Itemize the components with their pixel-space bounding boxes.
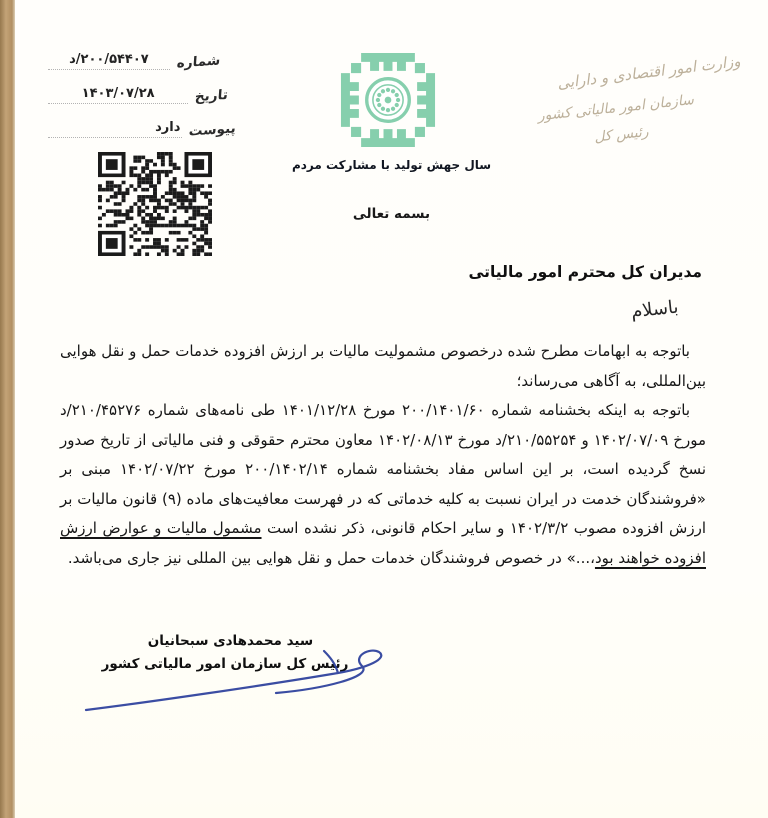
ref-number-label: شماره bbox=[176, 52, 221, 72]
ref-attachment-value: دارد bbox=[48, 120, 182, 138]
letterhead-organization: سازمان امور مالیاتی کشور bbox=[537, 92, 695, 125]
letterhead-office: رئیس کل bbox=[593, 124, 649, 146]
ref-date-label: تاریخ bbox=[194, 86, 229, 106]
ref-date-value: ۱۴۰۳/۰۷/۲۸ bbox=[48, 86, 188, 104]
paragraph-2-text-start: باتوجه به اینکه بخشنامه شماره ۲۰۰/۱۴۰۱/۶۰ مورخ ۱۴۰۱/۱۲/۲۸ طی نامه‌های شماره ۲۱۰/۴۵۲۷۶/د مورخ ۱۴۰۲/۰۷/۰۹ و ۲۱۰/۵۵۲۵۴/د مورخ ۱۴۰۲/۰۸/۱۳ معاون محترم حقوقی و فنی مالیاتی از تاریخ صدور نسخ گردیده است، بر این اساس مفاد بخشنامه شماره ۲۰۰/۱۴۰۲/۱۴ مورخ ۱۴۰۲/۰۷/۲۲ مبنی بر «فروشندگان خدمت در ایران نسبت به کلیه خدماتی که در فهرست معافیت‌های ماده (۹) قانون مالیات بر ارزش افزوده مصوب ۱۴۰۲/۳/۲ و سایر احکام قانونی، ذکر نشده است bbox=[60, 401, 707, 537]
ref-number-value: ۲۰۰/۵۴۴۰۷/د bbox=[48, 52, 170, 70]
salutation-text: باسلام bbox=[629, 296, 679, 323]
qr-code bbox=[98, 152, 212, 256]
letter-body bbox=[60, 337, 706, 573]
signatory-title: رئیس کل سازمان امور مالیاتی کشور bbox=[101, 656, 349, 672]
ref-number-row bbox=[48, 52, 220, 70]
paragraph-2-text-end: ،...» در خصوص فروشندگان خدمات حمل و نقل هوایی بین المللی نیز جاری می‌باشد. bbox=[67, 548, 595, 567]
year-slogan: سال جهش تولید با مشارکت مردم bbox=[291, 158, 492, 172]
paragraph-2-underlined-text: مشمول مالیات و عوارض ارزش افزوده خواهند بود bbox=[60, 519, 706, 567]
body-paragraph-1: باتوجه به ابهامات مطرح شده درخصوص مشمولیت مالیات بر ارزش افزوده خدمات حمل و نقل هوایی بین‌المللی، به آگاهی می‌رساند؛ bbox=[60, 342, 706, 390]
ref-attachment-label: پیوست bbox=[188, 120, 237, 140]
signatory-name: سید محمدهادی سبحانیان bbox=[147, 633, 314, 649]
letterhead-ministry: وزارت امور اقتصادی و دارایی bbox=[555, 52, 742, 93]
handwritten-signature-icon bbox=[80, 648, 400, 720]
scan-edge-strip bbox=[0, 0, 15, 818]
ref-attachment-row bbox=[48, 120, 236, 138]
tax-administration-logo-icon bbox=[332, 44, 444, 156]
ref-date-row bbox=[48, 86, 228, 104]
addressee-heading: مدیران کل محترم امور مالیاتی bbox=[468, 263, 702, 281]
body-paragraph-2 bbox=[60, 396, 706, 573]
bismillah-heading: بسمه تعالی bbox=[352, 206, 431, 222]
